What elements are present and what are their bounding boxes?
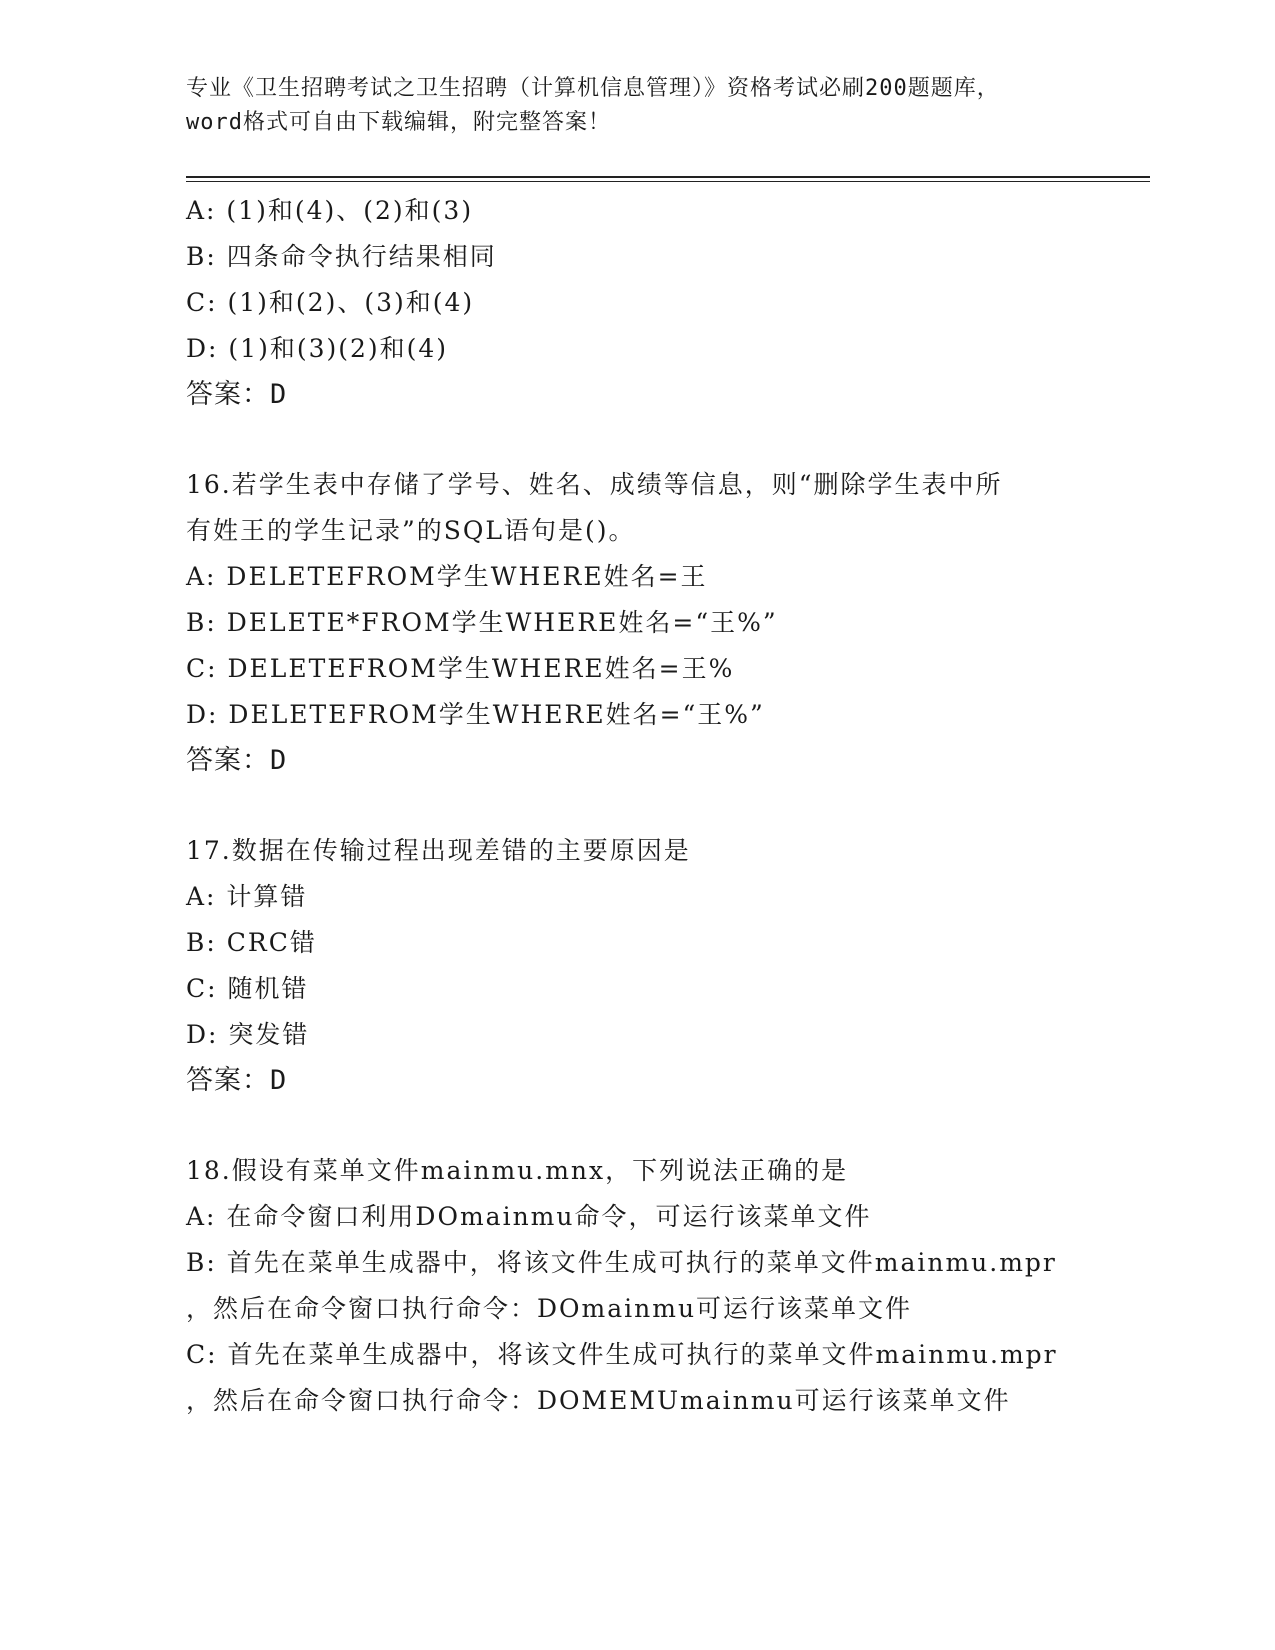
q16-option-a: A: DELETEFROM学生WHERE姓名=王: [186, 562, 708, 591]
q18-option-b-line-1: B: 首先在菜单生成器中，将该文件生成可执行的菜单文件mainmu.mpr: [186, 1248, 1057, 1277]
q18-option-b-line-2: ，然后在命令窗口执行命令：DOmainmu可运行该菜单文件: [186, 1294, 913, 1323]
question-17-block: [186, 828, 1086, 1104]
document-body: [186, 188, 1086, 1424]
q17-option-a: A: 计算错: [186, 882, 308, 911]
q18-stem: 18.假设有菜单文件mainmu.mnx，下列说法正确的是: [186, 1156, 849, 1185]
question-15-block: [186, 188, 1086, 418]
q17-option-d: D: 突发错: [186, 1020, 310, 1049]
q15-option-d: D: (1)和(3)(2)和(4): [186, 334, 449, 363]
header-rule-thick: [186, 176, 1150, 178]
q15-option-c: C: (1)和(2)、(3)和(4): [186, 288, 475, 317]
q18-option-c-line-1: C: 首先在菜单生成器中，将该文件生成可执行的菜单文件mainmu.mpr: [186, 1340, 1058, 1369]
header-line-2: word格式可自由下载编辑，附完整答案！: [186, 110, 611, 135]
q17-stem: 17.数据在传输过程出现差错的主要原因是: [186, 836, 691, 865]
q16-option-d: D: DELETEFROM学生WHERE姓名=“王%”: [186, 700, 765, 729]
q17-option-b: B: CRC错: [186, 928, 317, 957]
q16-answer: 答案：D: [186, 745, 288, 776]
spacer: [186, 784, 1086, 828]
q18-option-a: A: 在命令窗口利用DOmainmu命令，可运行该菜单文件: [186, 1202, 872, 1231]
document-header: [186, 72, 1086, 140]
header-line-1: 专业《卫生招聘考试之卫生招聘（计算机信息管理）》资格考试必刷200题题库，: [186, 76, 1000, 101]
q17-answer: 答案：D: [186, 1065, 288, 1096]
q15-option-b: B: 四条命令执行结果相同: [186, 242, 497, 271]
q15-answer: 答案：D: [186, 379, 288, 410]
q16-option-c: C: DELETEFROM学生WHERE姓名=王%: [186, 654, 735, 683]
header-rule-thin: [186, 181, 1150, 182]
q18-option-c-line-2: ，然后在命令窗口执行命令：DOMEMUmainmu可运行该菜单文件: [186, 1386, 1011, 1415]
q16-stem-line-1: 16.若学生表中存储了学号、姓名、成绩等信息，则“删除学生表中所: [186, 470, 1003, 499]
q15-option-a: A: (1)和(4)、(2)和(3): [186, 196, 474, 225]
spacer: [186, 418, 1086, 462]
q16-option-b: B: DELETE*FROM学生WHERE姓名=“王%”: [186, 608, 778, 637]
spacer: [186, 1104, 1086, 1148]
question-18-block: [186, 1148, 1086, 1424]
q16-stem-line-2: 有姓王的学生记录”的SQL语句是()。: [186, 516, 636, 545]
question-16-block: [186, 462, 1086, 784]
q17-option-c: C: 随机错: [186, 974, 309, 1003]
